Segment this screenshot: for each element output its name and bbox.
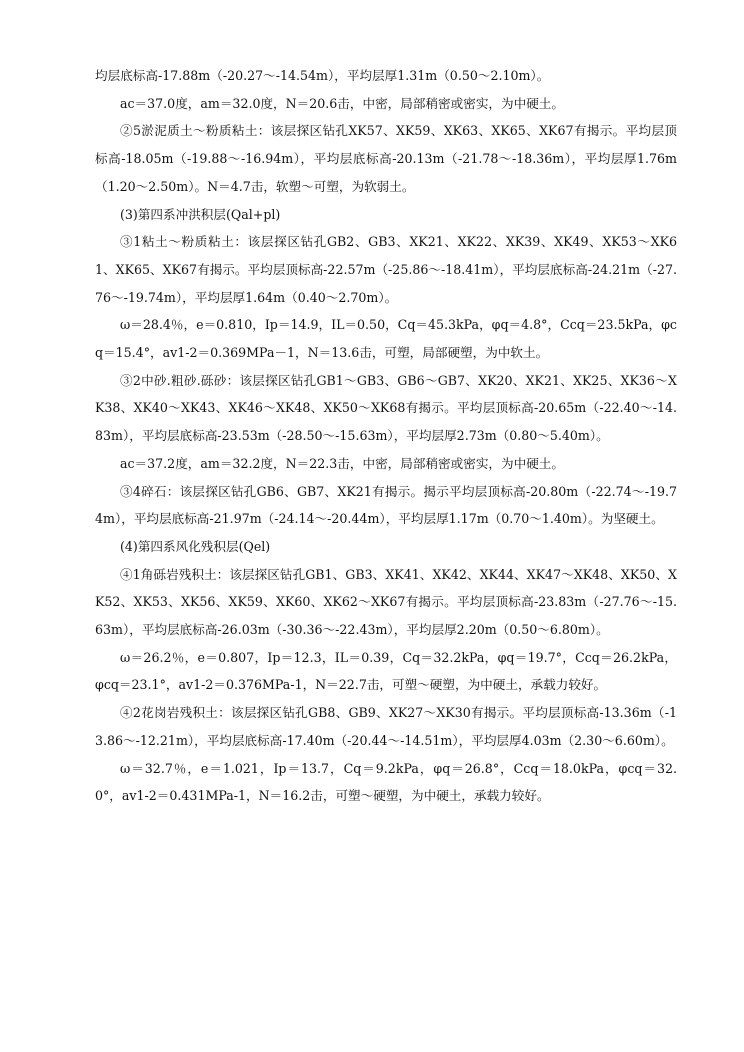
paragraph-layer-3-1-parameters: ω＝28.4％，e＝0.810，Ip＝14.9，IL＝0.50，Cq＝45.3kPa，φq＝4.8°，Ccq＝23.5kPa，φcq＝15.4°，av1-2＝0.369MPa－1，N＝13.6击，可塑，局部硬塑，为中软土。 bbox=[95, 317, 677, 361]
paragraph-layer-4-2-parameters: ω＝32.7％，e＝1.021，Ip＝13.7，Cq＝9.2kPa，φq＝26.8°，Ccq＝18.0kPa，φcq＝32.0°，av1-2＝0.431MPa-1，N＝16.2击，可塑～硬塑，为中硬土，承载力较好。 bbox=[95, 760, 677, 804]
paragraph-layer-2-5: ②5淤泥质土～粉质粘土：该层探区钻孔XK57、XK59、XK63、XK65、XK67有揭示。平均层顶标高-18.05m（-19.88～-16.94m），平均层底标高-20.13m（-21.78～-18.36m），平均层厚1.76m（1.20～2.50m）。N＝4.7击，软塑～可塑，为软弱土。 bbox=[95, 123, 677, 194]
paragraph-layer-3-4: ③4碎石：该层探区钻孔GB6、GB7、XK21有揭示。揭示平均层顶标高-20.80m（-22.74～-19.74m），平均层底标高-21.97m（-24.14～-20.44m），平均层厚1.17m（0.70～1.40m）。为坚硬土。 bbox=[95, 483, 677, 527]
paragraph-layer-3-2-parameters: ac＝37.2度，am＝32.2度，N＝22.3击，中密，局部稍密或密实，为中硬土。 bbox=[120, 455, 564, 471]
document-page bbox=[95, 62, 677, 810]
section-heading-residual: (4)第四系风化残积层(Qel) bbox=[120, 538, 271, 554]
paragraph-layer-4-1-parameters: ω＝26.2％，e＝0.807，Ip＝12.3，IL＝0.39，Cq＝32.2kPa，φq＝19.7°，Ccq＝26.2kPa，φcq＝23.1°，av1-2＝0.376MPa-1，N＝22.7击，可塑～硬塑，为中硬土，承载力较好。 bbox=[95, 649, 677, 693]
paragraph-layer-3-2: ③2中砂.粗砂.砾砂：该层探区钻孔GB1～GB3、GB6～GB7、XK20、XK21、XK25、XK36～XK38、XK40～XK43、XK46～XK48、XK50～XK68有揭示。平均层顶标高-20.65m（-22.40～-14.83m），平均层底标高-23.53m（-28.50～-15.63m），平均层厚2.73m（0.80～5.40m）。 bbox=[95, 372, 677, 444]
paragraph-layer-2-4-parameters: ac＝37.0度，am＝32.0度，N＝20.6击，中密，局部稍密或密实，为中硬土。 bbox=[120, 95, 564, 111]
paragraph-layer-4-1: ④1角砾岩残积土：该层探区钻孔GB1、GB3、XK41、XK42、XK44、XK47～XK48、XK50、XK52、XK53、XK56、XK59、XK60、XK62～XK67有揭示。平均层顶标高-23.83m（-27.76～-15.63m），平均层底标高-26.03m（-30.36～-22.43m），平均层厚2.20m（0.50～6.80m）。 bbox=[95, 566, 677, 638]
section-heading-alluvial: (3)第四系冲洪积层(Qal+pl) bbox=[120, 206, 281, 222]
paragraph-layer-4-2: ④2花岗岩残积土：该层探区钻孔GB8、GB9、XK27～XK30有揭示。平均层顶标高-13.36m（-13.86～-12.21m），平均层底标高-17.40m（-20.44～-14.51m），平均层厚4.03m（2.30～6.60m）。 bbox=[95, 705, 677, 748]
paragraph-layer-bottom-continued: 均层底标高-17.88m（-20.27～-14.54m），平均层厚1.31m（0.50～2.10m）。 bbox=[95, 68, 550, 83]
paragraph-layer-3-1: ③1粘土～粉质粘土：该层探区钻孔GB2、GB3、XK21、XK22、XK39、XK49、XK53～XK61、XK65、XK67有揭示。平均层顶标高-22.57m（-25.86～-18.41m），平均层底标高-24.21m（-27.76～-19.74m），平均层厚1.64m（0.40～2.70m）。 bbox=[95, 234, 677, 305]
